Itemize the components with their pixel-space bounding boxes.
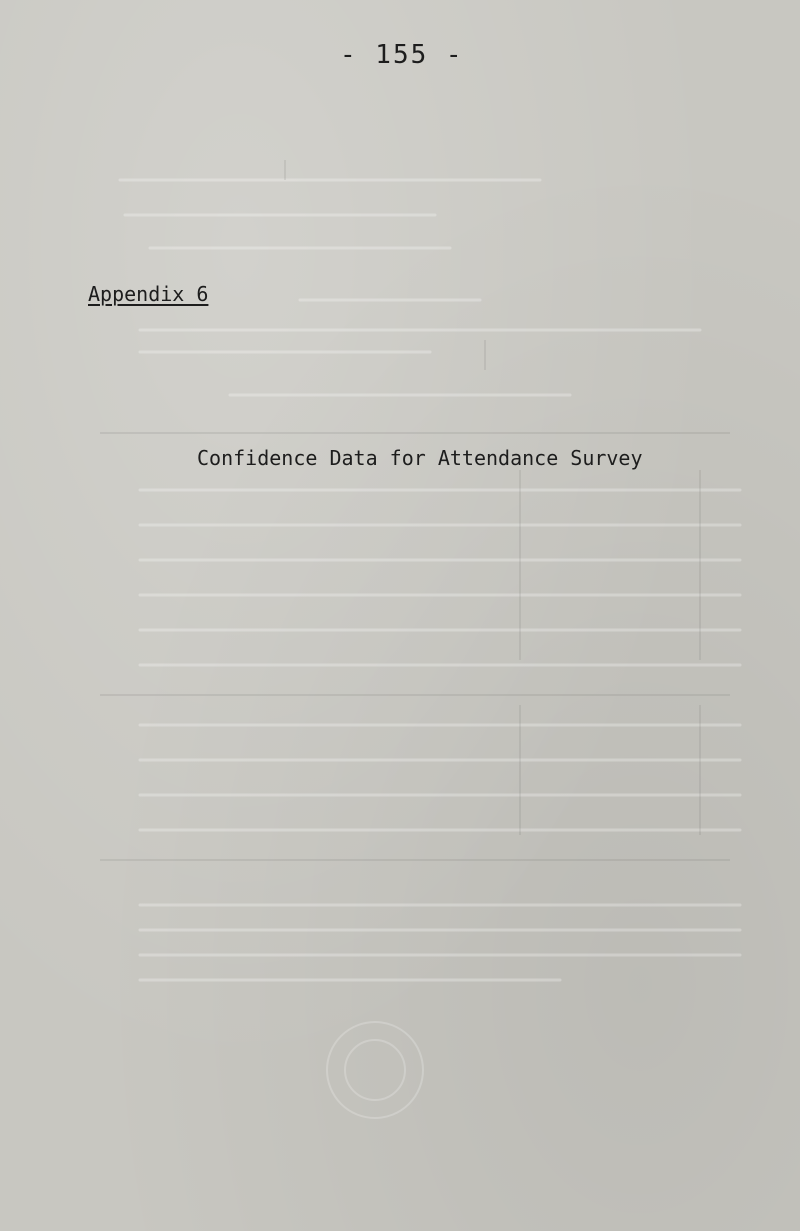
- page-title: Confidence Data for Attendance Survey: [197, 446, 643, 470]
- page-number: - 155 -: [340, 40, 464, 70]
- appendix-heading: Appendix 6: [88, 282, 209, 306]
